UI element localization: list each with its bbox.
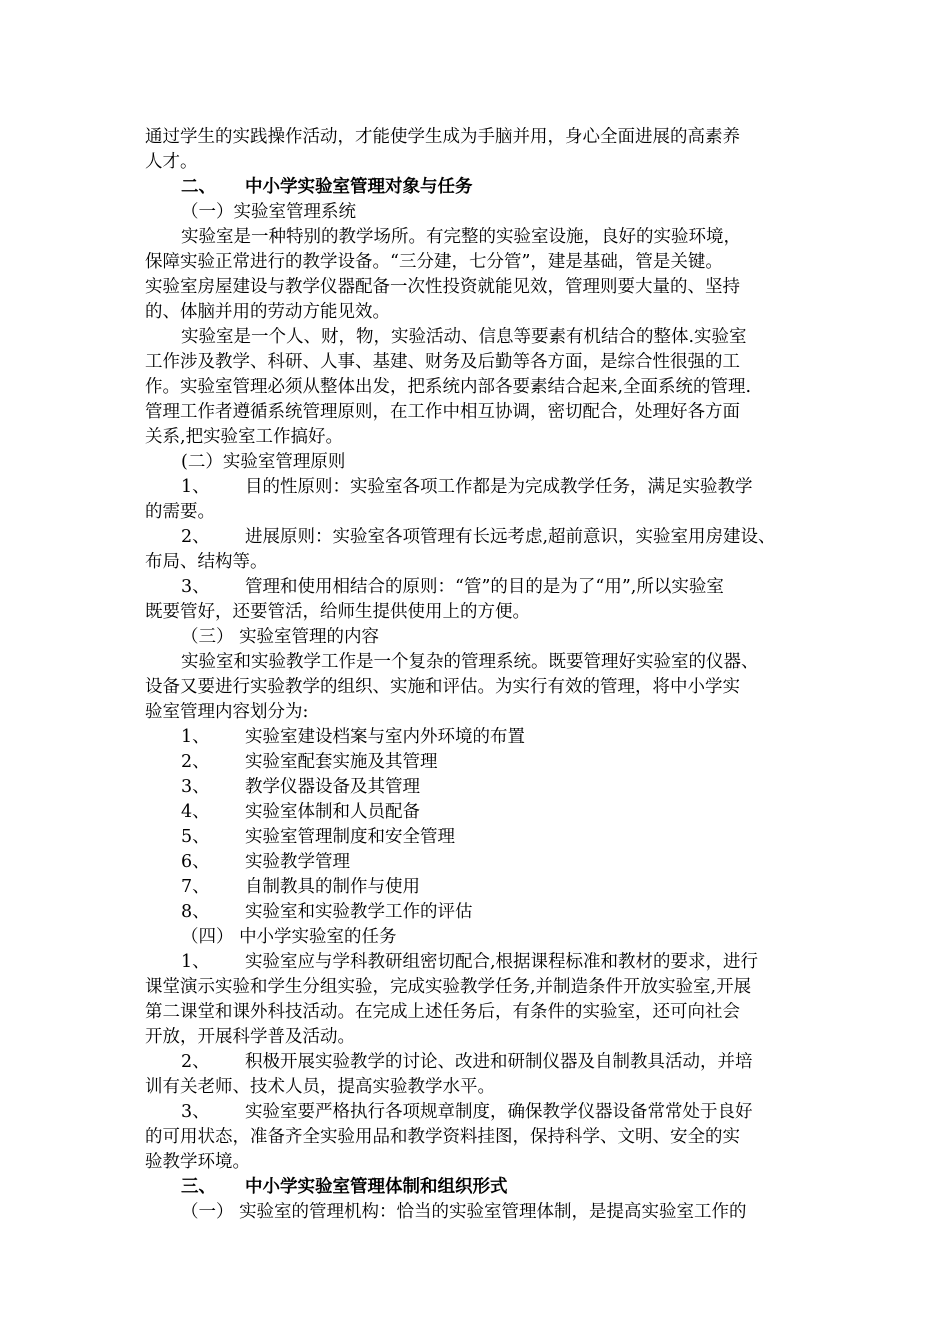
list-item: 教学仪器设备及其管理 xyxy=(245,777,420,797)
list-number: 3、 xyxy=(181,1102,210,1122)
list-item: 实验教学管理 xyxy=(245,852,350,872)
text-line: 保障实验正常进行的教学设备。“三分建，七分管”，建是基础，管是关键。 xyxy=(145,252,723,272)
list-item: 实验室配套实施及其管理 xyxy=(245,752,438,772)
text-line: 关系,把实验室工作搞好。 xyxy=(145,427,344,447)
list-number: 7、 xyxy=(181,877,210,897)
section-heading-number: 二、 xyxy=(181,177,216,197)
text-line: 验室管理内容划分为: xyxy=(145,702,309,722)
section-heading: 中小学实验室管理体制和组织形式 xyxy=(245,1177,508,1197)
text-line: 布局、结构等。 xyxy=(145,552,268,572)
list-item: 实验室建设档案与室内外环境的布置 xyxy=(245,727,525,747)
list-number: 3、 xyxy=(181,777,210,797)
list-item: 管理和使用相结合的原则：“管”的目的是为了“用”,所以实验室 xyxy=(245,577,724,597)
text-line: 验教学环境。 xyxy=(145,1152,250,1172)
list-item: 实验室管理制度和安全管理 xyxy=(245,827,455,847)
list-number: 8、 xyxy=(181,902,210,922)
list-number: 2、 xyxy=(181,527,210,547)
text-line: 开放，开展科学普及活动。 xyxy=(145,1027,355,1047)
subsection-heading: （一） 实验室的管理机构：恰当的实验室管理体制，是提高实验室工作的 xyxy=(181,1202,747,1222)
list-item: 实验室和实验教学工作的评估 xyxy=(245,902,473,922)
text-line: 实验室和实验教学工作是一个复杂的管理系统。既要管理好实验室的仪器、 xyxy=(181,652,759,672)
list-number: 2、 xyxy=(181,752,210,772)
list-number: 1、 xyxy=(181,952,210,972)
list-number: 6、 xyxy=(181,852,210,872)
subsection-heading: (二）实验室管理原则 xyxy=(181,452,346,472)
text-line: 既要管好，还要管活，给师生提供使用上的方便。 xyxy=(145,602,530,622)
text-line: 实验室是一个人、财，物，实验活动、信息等要素有机结合的整体.实验室 xyxy=(181,327,747,347)
list-item: 实验室体制和人员配备 xyxy=(245,802,420,822)
text-line: 的需要。 xyxy=(145,502,215,522)
text-line: 的、体脑并用的劳动方能见效。 xyxy=(145,302,390,322)
list-item: 实验室要严格执行各项规章制度，确保教学仪器设备常常处于良好 xyxy=(245,1102,753,1122)
section-heading-number: 三、 xyxy=(181,1177,216,1197)
text-line: 工作涉及教学、科研、人事、基建、财务及后勤等各方面，是综合性很强的工 xyxy=(145,352,740,372)
text-line: 实验室是一种特别的教学场所。有完整的实验室设施，良好的实验环境， xyxy=(181,227,741,247)
text-line: 课堂演示实验和学生分组实验，完成实验教学任务,并制造条件开放实验室,开展 xyxy=(145,977,752,997)
list-number: 2、 xyxy=(181,1052,210,1072)
list-number: 5、 xyxy=(181,827,210,847)
text-line: 设备又要进行实验教学的组织、实施和评估。为实行有效的管理，将中小学实 xyxy=(145,677,740,697)
subsection-heading: （三） 实验室管理的内容 xyxy=(181,627,380,647)
text-line: 管理工作者遵循系统管理原则，在工作中相互协调，密切配合，处理好各方面 xyxy=(145,402,740,422)
section-heading: 中小学实验室管理对象与任务 xyxy=(245,177,473,197)
text-line: 通过学生的实践操作活动，才能使学生成为手脑并用，身心全面进展的高素养 xyxy=(145,127,740,147)
subsection-heading: （一）实验室管理系统 xyxy=(181,202,356,222)
list-number: 1、 xyxy=(181,727,210,747)
list-number: 4、 xyxy=(181,802,210,822)
text-line: 人才。 xyxy=(145,152,198,172)
text-line: 实验室房屋建设与教学仪器配备一次性投资就能见效，管理则要大量的、坚持 xyxy=(145,277,740,297)
list-item: 进展原则：实验室各项管理有长远考虑,超前意识，实验室用房建设、 xyxy=(245,527,776,547)
list-item: 目的性原则：实验室各项工作都是为完成教学任务，满足实验教学 xyxy=(245,477,753,497)
subsection-heading: （四） 中小学实验室的任务 xyxy=(181,927,397,947)
list-item: 实验室应与学科教研组密切配合,根据课程标准和教材的要求，进行 xyxy=(245,952,759,972)
text-line: 第二课堂和课外科技活动。在完成上述任务后，有条件的实验室，还可向社会 xyxy=(145,1002,740,1022)
list-number: 3、 xyxy=(181,577,210,597)
list-item: 自制教具的制作与使用 xyxy=(245,877,420,897)
text-line: 训有关老师、技术人员，提高实验教学水平。 xyxy=(145,1077,495,1097)
text-line: 的可用状态，准备齐全实验用品和教学资料挂图，保持科学、文明、安全的实 xyxy=(145,1127,740,1147)
list-number: 1、 xyxy=(181,477,210,497)
text-line: 作。实验室管理必须从整体出发，把系统内部各要素结合起来,全面系统的管理. xyxy=(145,377,752,397)
list-item: 积极开展实验教学的讨论、改进和研制仪器及自制教具活动，并培 xyxy=(245,1052,753,1072)
